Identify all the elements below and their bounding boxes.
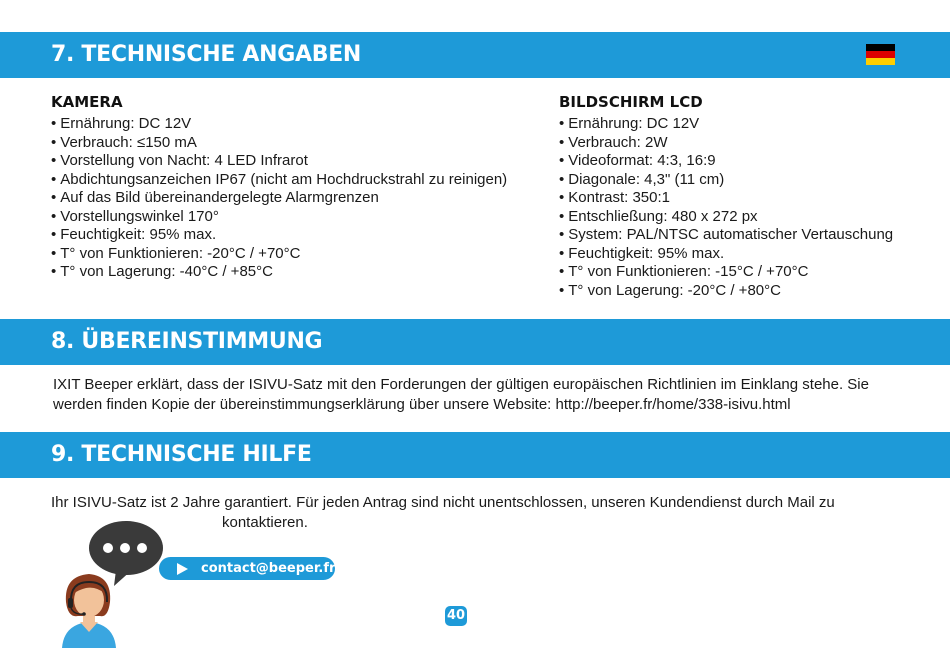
- bullet-icon: •: [51, 170, 57, 188]
- bullet-icon: •: [559, 152, 565, 169]
- bullet-icon: •: [51, 189, 57, 206]
- camera-item-text: Vorstellungswinkel 170°: [60, 207, 219, 225]
- section-title-help: 9. TECHNISCHE HILFE: [51, 442, 312, 467]
- contact-email-button[interactable]: [157, 555, 337, 582]
- screen-item: [559, 152, 893, 171]
- conformity-line-2[interactable]: werden finden Kopie der übereinstimmungserklärung über unsere Website: http://beeper.fr/home/338-isivu.html: [53, 396, 791, 413]
- screen-item: [559, 115, 893, 134]
- bullet-icon: •: [559, 281, 565, 299]
- camera-item: [51, 189, 507, 208]
- support-agent-icon: [56, 572, 122, 648]
- camera-item: [51, 152, 507, 171]
- camera-item-text: Abdichtungsanzeichen IP67 (nicht am Hochdruckstrahl zu reinigen): [60, 170, 508, 188]
- help-text: [51, 493, 835, 533]
- camera-item: [51, 263, 507, 282]
- screen-item-text: System: PAL/NTSC automatischer Vertauschung: [568, 226, 894, 243]
- camera-item-text: Verbrauch: ≤150 mA: [60, 133, 197, 151]
- bullet-icon: •: [559, 244, 565, 262]
- section-header-help: [0, 432, 950, 478]
- camera-specs: [51, 93, 507, 282]
- bullet-icon: •: [51, 263, 57, 280]
- screen-spec-list: [559, 115, 893, 300]
- german-flag-icon: [866, 44, 895, 65]
- camera-item-text: T° von Lagerung: -40°C / +85°C: [60, 263, 273, 280]
- screen-item-text: Videoformat: 4:3, 16:9: [568, 152, 716, 169]
- bullet-icon: •: [559, 170, 565, 188]
- screen-item-text: Feuchtigkeit: 95% max.: [568, 244, 725, 262]
- screen-item: [559, 189, 893, 208]
- camera-item: [51, 226, 507, 245]
- screen-item: [559, 171, 893, 190]
- contact-email[interactable]: contact@beeper.fr: [201, 561, 336, 576]
- screen-item-text: Entschließung: 480 x 272 px: [568, 207, 758, 225]
- screen-item: [559, 245, 893, 264]
- play-icon: [177, 563, 188, 575]
- camera-item: [51, 171, 507, 190]
- bullet-icon: •: [559, 263, 565, 280]
- bullet-icon: •: [559, 226, 565, 243]
- camera-item: [51, 134, 507, 153]
- screen-item-text: Kontrast: 350:1: [568, 189, 670, 206]
- screen-item: [559, 208, 893, 227]
- help-line-2: kontaktieren.: [222, 514, 308, 531]
- screen-item-text: Verbrauch: 2W: [568, 133, 668, 151]
- camera-item-text: T° von Funktionieren: -20°C / +70°C: [60, 244, 301, 262]
- bullet-icon: •: [51, 133, 57, 151]
- bullet-icon: •: [559, 115, 565, 132]
- bullet-icon: •: [51, 207, 57, 225]
- camera-item-text: Feuchtigkeit: 95% max.: [60, 226, 217, 243]
- camera-item-text: Vorstellung von Nacht: 4 LED Infrarot: [60, 152, 308, 169]
- camera-heading: KAMERA: [51, 93, 123, 111]
- screen-item-text: T° von Lagerung: -20°C / +80°C: [568, 281, 781, 299]
- page-number: 40: [445, 606, 467, 626]
- camera-item: [51, 115, 507, 134]
- screen-item: [559, 134, 893, 153]
- camera-item-text: Auf das Bild übereinandergelegte Alarmgrenzen: [60, 189, 379, 206]
- bullet-icon: •: [51, 115, 57, 132]
- section-header-technical: [0, 32, 950, 78]
- bullet-icon: •: [559, 189, 565, 206]
- bullet-icon: •: [559, 133, 565, 151]
- section-header-conformity: [0, 319, 950, 365]
- screen-item: [559, 226, 893, 245]
- bullet-icon: •: [51, 152, 57, 169]
- screen-heading: BILDSCHIRM LCD: [559, 93, 703, 111]
- camera-spec-list: [51, 115, 507, 282]
- conformity-line-1: IXIT Beeper erklärt, dass der ISIVU-Satz mit den Forderungen der gültigen europäischen Richtlinien im Einklang stehe. Sie: [53, 376, 869, 393]
- bullet-icon: •: [51, 244, 57, 262]
- camera-item: [51, 208, 507, 227]
- help-line-1: Ihr ISIVU-Satz ist 2 Jahre garantiert. Für jeden Antrag sind nicht unentschlossen, unseren Kundendienst durch Mail zu: [51, 494, 835, 511]
- camera-item: [51, 245, 507, 264]
- camera-item-text: Ernährung: DC 12V: [60, 115, 192, 132]
- screen-item: [559, 263, 893, 282]
- section-title-conformity: 8. ÜBEREINSTIMMUNG: [51, 329, 323, 354]
- screen-item-text: Diagonale: 4,3" (11 cm): [568, 170, 725, 188]
- bullet-icon: •: [559, 207, 565, 225]
- screen-item: [559, 282, 893, 301]
- screen-item-text: T° von Funktionieren: -15°C / +70°C: [568, 263, 809, 280]
- conformity-text: [53, 375, 869, 415]
- bullet-icon: •: [51, 226, 57, 243]
- screen-item-text: Ernährung: DC 12V: [568, 115, 700, 132]
- screen-specs: [559, 93, 893, 300]
- section-title-technical: 7. TECHNISCHE ANGABEN: [51, 42, 362, 67]
